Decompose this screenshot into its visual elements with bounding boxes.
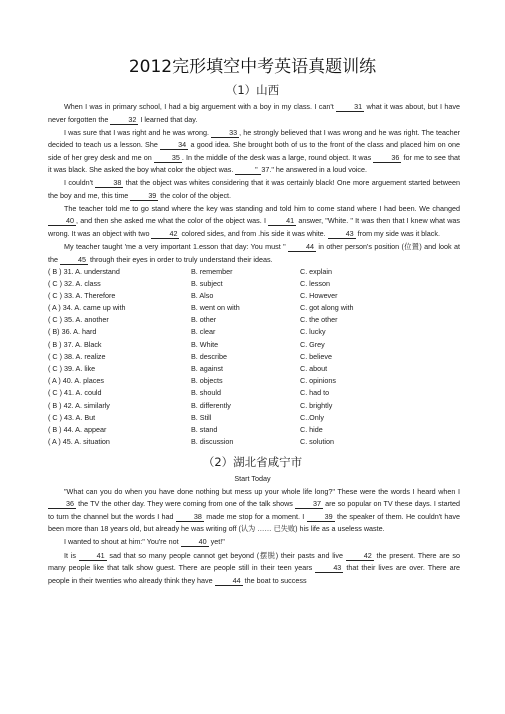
- option-row: [48, 401, 468, 413]
- passage-text: the present. There are so many people like that talk show guest. There are people still in their teen years: [48, 550, 460, 573]
- passage-text: When I was in primary school, I had a big arguement with a boy in my class. I can't: [64, 102, 337, 111]
- option-b: B. White: [191, 339, 219, 349]
- blank-number: 43: [328, 229, 356, 239]
- passage-text: answer, "White. " It was then that I knew what was wrong. It was an object with two: [48, 216, 460, 238]
- option-row: [48, 327, 468, 339]
- option-a: ( A ) 40. A. places: [48, 376, 104, 386]
- option-b: B. objects: [191, 376, 223, 386]
- option-a: ( C ) 43. A. But: [48, 412, 96, 422]
- passage-text: the TV the other day. They were coming from one of the talk shows: [76, 499, 296, 509]
- blank-number: 44: [288, 242, 316, 252]
- passage-text: the speaker of them. He couldn't have been more than 18 years old, but already he was writing off (认为 …… 已失败) his life as a useless waste.: [48, 511, 461, 534]
- option-b: B. describe: [191, 351, 227, 361]
- section-heading-1: （1）山西: [225, 83, 280, 97]
- passage-text: . In the middle of the desk was a large, round object. It was: [181, 152, 374, 162]
- blank-number: 42: [346, 551, 374, 561]
- option-b: B. Still: [191, 412, 212, 422]
- blank-number: 42: [151, 229, 179, 239]
- page-title: 2012完形填空中考英语真题训练: [128, 57, 377, 77]
- option-c: C. lucky: [300, 327, 326, 337]
- option-a: ( B ) 31. A. understand: [48, 266, 120, 276]
- option-a: ( B) 36. A. hard: [48, 327, 97, 337]
- option-c: C. about: [300, 364, 328, 373]
- option-a: ( B ) 42. A. similarly: [48, 400, 110, 410]
- passage-text: are so popular on TV these days. I started to turn the channel but the words I had: [48, 499, 460, 521]
- passage1-paragraph-1: [48, 101, 460, 126]
- option-a: ( B ) 44. A. appear: [48, 424, 107, 434]
- passage-text: the color of the object.: [158, 190, 232, 200]
- option-c: C. had to: [300, 388, 330, 398]
- option-c: C..Only: [300, 412, 324, 422]
- passage-text: My teacher taught 'me a very important 1.esson that day: You must ": [64, 242, 288, 251]
- blank-number: 34: [160, 140, 188, 150]
- blank-number: 40: [181, 537, 209, 547]
- option-c: C. the other: [300, 315, 338, 325]
- passage2-paragraph-3: [48, 550, 460, 588]
- passage-text: a good idea. She brought both of us to the front of the class and placed him on one side of her grey desk and me on: [48, 140, 460, 162]
- passage-text: for me to see that it was black. She asked the boy what color the object was.: [48, 152, 460, 175]
- blank-number: 39: [130, 191, 158, 201]
- option-row: [48, 291, 468, 303]
- passage-title: Start Today: [234, 473, 271, 483]
- option-b: B. against: [191, 364, 223, 373]
- blank-number: ": [235, 165, 261, 175]
- passage-text: , he strongly believed that I was wrong and he was right. The teacher decided to teach us a lesson. She: [48, 127, 460, 150]
- option-row: [48, 364, 468, 376]
- passage-text: colored sides, and from .his side it was white.: [179, 228, 328, 238]
- passage2-paragraph-1: [48, 486, 460, 536]
- option-row: [48, 279, 468, 291]
- passage2-paragraph-2: [48, 536, 460, 549]
- option-b: B. stand: [191, 424, 218, 434]
- option-a: ( C ) 32. A. class: [48, 278, 101, 288]
- option-b: B. subject: [191, 278, 223, 288]
- blank-number: 37: [295, 499, 323, 509]
- blank-number: 41: [79, 551, 107, 561]
- option-a: ( B ) 37. A. Black: [48, 339, 102, 349]
- option-b: B. other: [191, 315, 217, 325]
- section-heading-2: （2）湖北省咸宁市: [202, 454, 303, 469]
- passage-text: that their lives are over. There are people in their twenties who already think they have: [48, 563, 460, 585]
- option-c: C. solution: [300, 437, 334, 447]
- blank-number: 38: [95, 178, 123, 188]
- passage-text: made me stop for a moment. I: [203, 511, 307, 521]
- passage-text: sad that so many people cannot get beyond (摆脱) their pasts and live: [106, 550, 346, 560]
- option-c: C. got along with: [300, 303, 354, 313]
- option-b: B. Also: [191, 290, 214, 300]
- option-c: C. However: [300, 290, 338, 300]
- option-a: ( C ) 39. A. like: [48, 364, 96, 373]
- option-b: B. should: [191, 388, 221, 398]
- option-row: [48, 315, 468, 327]
- passage-text: It is: [64, 550, 79, 560]
- passage-text: "What can you do when you have done nothing but mess up your whole life long?" These were the words I heard when I: [64, 486, 460, 496]
- option-b: B. differently: [191, 400, 231, 410]
- option-row: [48, 267, 468, 279]
- option-b: B. clear: [191, 327, 216, 337]
- option-a: ( C ) 35. A. another: [48, 315, 109, 325]
- option-a: ( C ) 38. A. realize: [48, 351, 106, 361]
- passage-text: The teacher told me to go stand where the key was standing and told him to come stand where I had been. We changed: [64, 203, 460, 213]
- option-c: C. hide: [300, 424, 323, 434]
- blank-number: 41: [268, 216, 296, 226]
- option-a: ( C ) 33. A. Therefore: [48, 290, 116, 300]
- blank-number: 45: [60, 255, 88, 265]
- blank-number: 43: [315, 563, 343, 573]
- passage1-paragraph-5: [48, 241, 460, 266]
- option-b: B. went on with: [191, 303, 240, 313]
- option-a: ( A ) 34. A. came up with: [48, 303, 126, 313]
- blank-number: 33: [211, 128, 239, 138]
- passage-text: 37." he answered in a loud voice.: [261, 165, 368, 175]
- option-a: ( C ) 41. A. could: [48, 388, 102, 398]
- blank-number: 36: [48, 499, 76, 509]
- option-a: ( A ) 45. A. situation: [48, 437, 110, 447]
- passage-text: the boat to success: [242, 575, 307, 585]
- passage-text: in other person's position (位置) and look at the: [48, 242, 460, 264]
- option-b: B. discussion: [191, 437, 234, 447]
- passage1-paragraph-2: [48, 127, 460, 177]
- blank-number: 44: [215, 576, 243, 586]
- blank-number: 40: [48, 216, 76, 226]
- passage1-paragraph-4: [48, 203, 460, 241]
- answer-options: [48, 267, 468, 450]
- passage-text: I wanted to shout at him:" You're not: [64, 537, 181, 546]
- option-row: [48, 303, 468, 315]
- option-row: [48, 376, 468, 388]
- passage-text: from my side was it black.: [355, 228, 440, 238]
- passage1-paragraph-3: [48, 177, 460, 202]
- blank-number: 39: [307, 512, 335, 522]
- blank-number: 36: [373, 153, 401, 163]
- option-row: [48, 437, 468, 449]
- passage-text: I couldn't: [64, 178, 96, 187]
- passage-text: I was sure that I was right and he was wrong.: [64, 127, 212, 137]
- option-c: C. explain: [300, 266, 332, 276]
- blank-number: 32: [110, 115, 138, 125]
- passage-text: I learned that day.: [138, 114, 198, 124]
- option-row: [48, 425, 468, 437]
- blank-number: 35: [154, 153, 182, 163]
- option-b: B. remember: [191, 266, 233, 276]
- blank-number: 31: [336, 102, 364, 112]
- blank-number: 38: [176, 512, 204, 522]
- passage-text: yet!": [208, 537, 225, 546]
- option-c: C. Grey: [300, 339, 325, 349]
- option-row: [48, 413, 468, 425]
- option-c: C. opinions: [300, 376, 336, 386]
- option-c: C. lesson: [300, 278, 330, 288]
- option-c: C. believe: [300, 351, 332, 361]
- option-c: C. brightly: [300, 400, 333, 410]
- option-row: [48, 352, 468, 364]
- passage-text: that the object was whites considering that it was certainly black! One more arguement started between the boy and me, this time: [48, 178, 460, 200]
- option-row: [48, 388, 468, 400]
- passage-text: through their eyes in order to truly understand their ideas.: [88, 254, 273, 264]
- option-row: [48, 340, 468, 352]
- passage-text: what it was about, but I have never forgotten the: [48, 102, 460, 124]
- passage-text: , and then she asked me what the color of the object was. I: [76, 216, 269, 226]
